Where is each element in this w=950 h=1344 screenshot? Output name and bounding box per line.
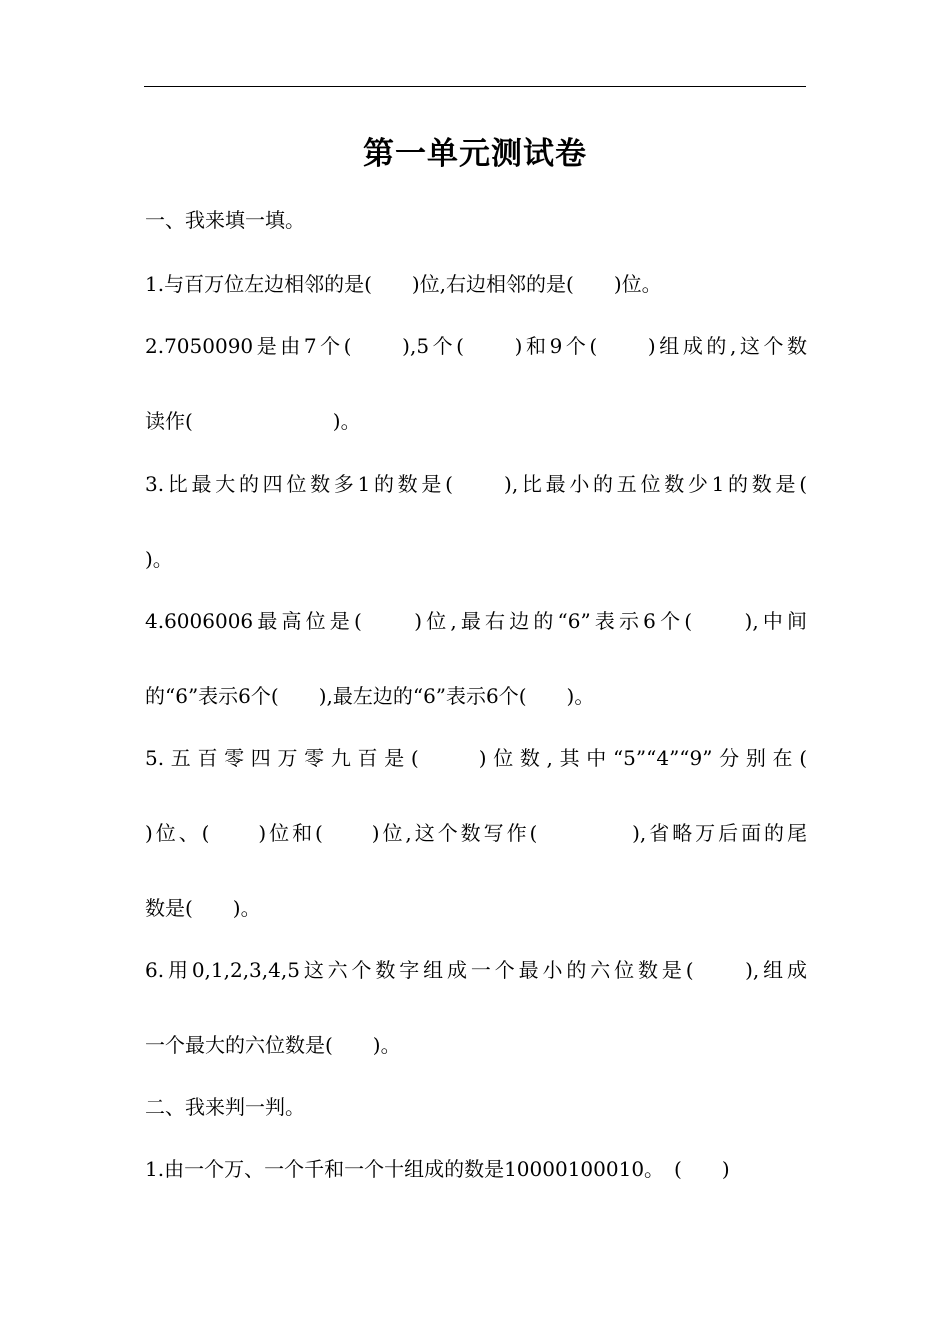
section-heading-fill: 一、我来填一填。 [145, 208, 305, 232]
question-1-4-cont: 的“6”表示6个( ),最左边的“6”表示6个( )。 [145, 684, 595, 708]
question-1-4: 4.6006006最高位是( )位,最右边的“6”表示6个( ),中间 [145, 609, 807, 633]
question-1-6: 6.用0,1,2,3,4,5这六个数字组成一个最小的六位数是( ),组成 [145, 958, 807, 982]
question-1-5-cont2: 数是( )。 [145, 896, 261, 920]
header-rule [144, 86, 806, 87]
question-1-2-cont: 读作( )。 [145, 409, 361, 433]
question-1-3-cont: )。 [145, 547, 173, 571]
section-heading-judge: 二、我来判一判。 [145, 1095, 305, 1119]
question-1-2: 2.7050090是由7个( ),5个( )和9个( )组成的,这个数 [145, 334, 807, 358]
question-1-5: 5.五百零四万零九百是( )位数,其中“5”“4”“9”分别在( [145, 746, 807, 770]
page-title: 第一单元测试卷 [363, 136, 587, 172]
question-2-1: 1.由一个万、一个千和一个十组成的数是10000100010。 ( ) [145, 1157, 730, 1181]
question-1-3: 3.比最大的四位数多1的数是( ),比最小的五位数少1的数是( [145, 472, 807, 496]
question-1-5-cont: )位、( )位和( )位,这个数写作( ),省略万后面的尾 [145, 821, 807, 845]
question-1-1: 1.与百万位左边相邻的是( )位,右边相邻的是( )位。 [145, 272, 662, 296]
question-1-6-cont: 一个最大的六位数是( )。 [145, 1033, 401, 1057]
